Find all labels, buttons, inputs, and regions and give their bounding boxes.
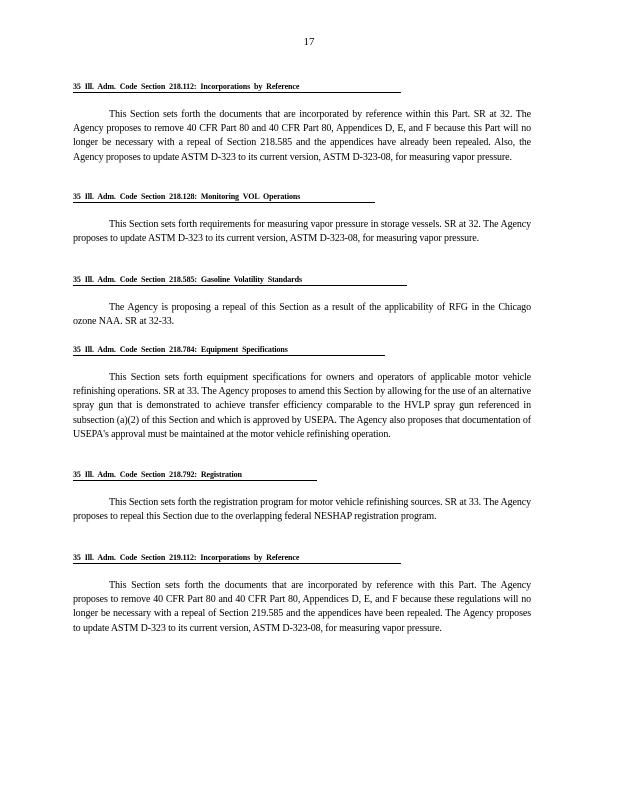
section-body: This Section sets forth requirements for measuring vapor pressure in storage vessels. SR at 32. The Agency proposes to update ASTM D-323 to its current version, ASTM D-323-08, for measuring vapor pressure. <box>73 219 531 245</box>
section-body: This Section sets forth the registration program for motor vehicle refinishing sources. SR at 33. The Agency proposes to repeal this Section due to the overlapping federal NESHAP registration program. <box>73 497 531 523</box>
section-heading: 35 Ill. Adm. Code Section 218.784: Equipment Specifications <box>73 345 385 356</box>
section-218-792 <box>73 464 531 524</box>
section-body: The Agency is proposing a repeal of this Section as a result of the applicability of RFG in the Chicago ozone NAA. SR at 32-33. <box>73 302 531 328</box>
section-218-112 <box>73 76 531 165</box>
page-number: 17 <box>303 36 315 48</box>
section-219-112 <box>73 547 531 636</box>
section-heading: 35 Ill. Adm. Code Section 218.128: Monitoring VOL Operations <box>73 192 375 203</box>
section-body: This Section sets forth the documents that are incorporated by reference with this Part. The Agency proposes to remove 40 CFR Part 80 and 40 CFR Part 80, Appendices D, E, and F because these regulations will no longer be necessary with a repeal of Section 219.585 and the appendices have been repealed. The Agency proposes to update ASTM D-323 to its current version, ASTM D-323-08, for measuring vapor pressure. <box>73 580 531 634</box>
section-body: This Section sets forth equipment specifications for owners and operators of applicable motor vehicle refinishing operations. SR at 33. The Agency proposes to amend this Section by allowing for the use of an alternative spray gun that is demonstrated to achieve transfer efficiency comparable to the HVLP spray gun referenced in subsection (a)(2) of this Section and which is approved by USEPA. The Agency also proposes that documentation of USEPA's approval must be maintained at the motor vehicle refinishing operation. <box>73 372 531 440</box>
section-body: This Section sets forth the documents that are incorporated by reference within this Part. SR at 32. The Agency proposes to remove 40 CFR Part 80 and 40 CFR Part 80, Appendices D, E, and F because this Part will no longer be necessary with a repeal of Section 218.585 and the appendices have already been repealed. Also, the Agency proposes to update ASTM D-323 to its current version, ASTM D-323-08, for measuring vapor pressure. <box>73 109 531 163</box>
section-heading: 35 Ill. Adm. Code Section 219.112: Incorporations by Reference <box>73 553 401 564</box>
section-heading: 35 Ill. Adm. Code Section 218.585: Gasoline Volatility Standards <box>73 275 407 286</box>
section-218-784 <box>73 339 531 442</box>
section-218-585 <box>73 269 531 329</box>
section-heading: 35 Ill. Adm. Code Section 218.112: Incorporations by Reference <box>73 82 401 93</box>
section-218-128 <box>73 186 531 246</box>
section-heading: 35 Ill. Adm. Code Section 218.792: Registration <box>73 470 317 481</box>
